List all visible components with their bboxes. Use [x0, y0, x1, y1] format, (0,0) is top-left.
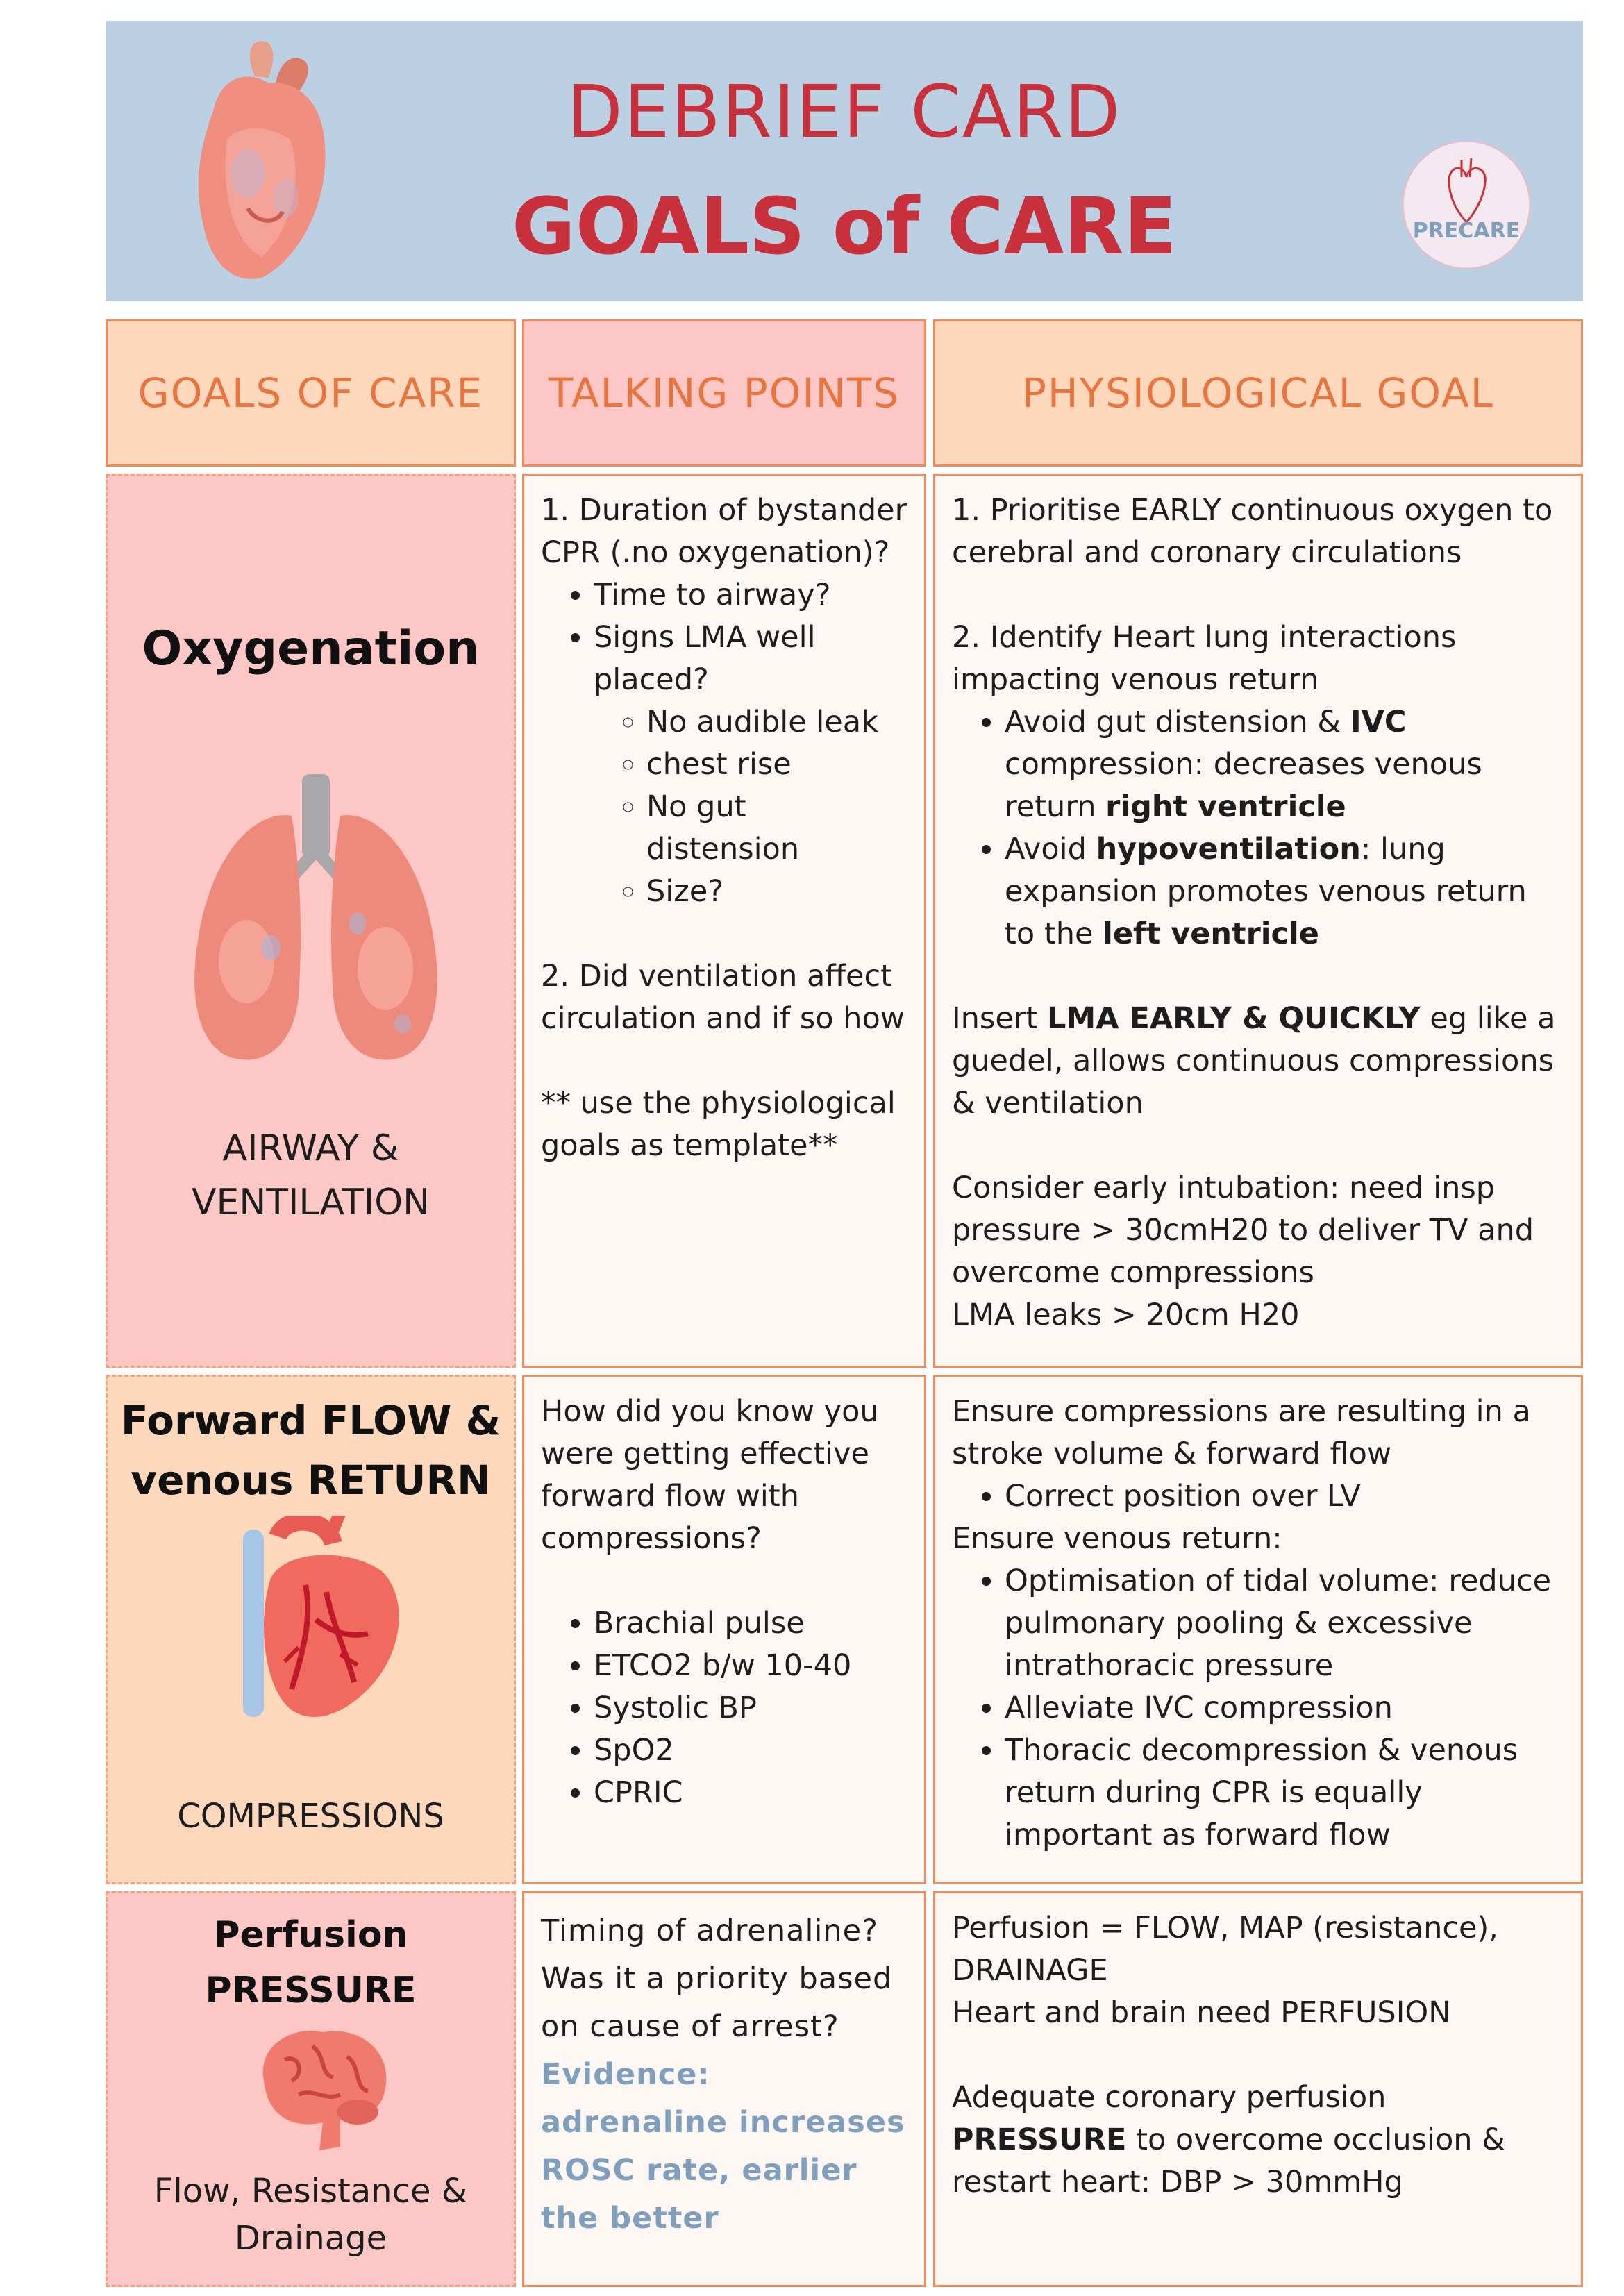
list-item: • Avoid gut distension & IVC compression: decreases venous return right ventricle: [1005, 701, 1564, 828]
physio-point-3: Insert LMA EARLY & QUICKLY eg like a guedel, allows continuous compressions & ventilation: [952, 1001, 1556, 1121]
column-header-goals: [106, 319, 516, 467]
flow-subtitle: COMPRESSIONS: [177, 1797, 444, 1836]
header-banner: [106, 21, 1583, 301]
row-oxygenation-talking: [522, 474, 926, 1368]
physio-point-4: Consider early intubation: need insp pressure > 30cmH20 to deliver TV and overcome compressions LMA leaks > 20cm H20: [952, 1171, 1534, 1332]
list-item: • Signs LMA well placed?: [594, 617, 907, 701]
brain-icon: [243, 2018, 396, 2157]
row-oxygenation-goal: [106, 474, 516, 1368]
row-perfusion-goal: [106, 1891, 516, 2287]
flow-title: Forward FLOW & venous RETURN: [120, 1397, 501, 1504]
physio-point-2: Ensure venous return:: [952, 1521, 1282, 1556]
column-header-goals-label: GOALS OF CARE: [137, 369, 484, 417]
row-perfusion-physio: [933, 1891, 1583, 2287]
list-item: ◦ chest rise: [646, 744, 907, 786]
talking-note: ** use the physiological goals as template**: [541, 1086, 896, 1163]
column-header-physio-label: PHYSIOLOGICAL GOAL: [1021, 369, 1495, 417]
list-item: ◦ No gut distension: [646, 786, 907, 871]
row-perfusion-talking: [522, 1891, 926, 2287]
column-header-physio: [933, 319, 1583, 467]
oxygenation-subtitle: AIRWAY & VENTILATION: [191, 1128, 430, 1223]
logo-text: PRECARE: [1412, 219, 1521, 243]
evidence-note: Evidence: adrenaline increases ROSC rate, earlier the better: [541, 2057, 905, 2236]
row-oxygenation-physio: [933, 474, 1583, 1368]
card-title: DEBRIEF CARD: [567, 69, 1122, 154]
list-item: • Alleviate IVC compression: [1005, 1687, 1564, 1729]
list-item: • Thoracic decompression & venous return during CPR is equally important as forward flow: [1005, 1729, 1564, 1857]
list-item: • Systolic BP: [594, 1687, 907, 1729]
list-item: • Time to airway?: [594, 574, 907, 617]
lungs-icon: [181, 774, 451, 1066]
heart-icon: [229, 1516, 410, 1731]
list-item: • Brachial pulse: [594, 1602, 907, 1645]
precare-logo: [1400, 139, 1532, 271]
card-subtitle: GOALS of CARE: [511, 182, 1178, 272]
physio-point-2: 2. Identify Heart lung interactions impacting venous return: [952, 620, 1457, 697]
list-item: ◦ No audible leak: [646, 701, 907, 744]
talking-question-2: 2. Did ventilation affect circulation and if so how: [541, 959, 905, 1036]
physio-point-1: Ensure compressions are resulting in a stroke volume & forward flow: [952, 1394, 1531, 1471]
perfusion-subtitle: Flow, Resistance & Drainage: [153, 2172, 468, 2258]
talking-question-1: Timing of adrenaline? Was it a priority based on cause of arrest?: [541, 1913, 893, 2044]
talking-question-1: How did you know you were getting effective forward flow with compressions?: [541, 1394, 879, 1556]
physio-point-1: 1. Prioritise EARLY continuous oxygen to cerebral and coronary circulations: [952, 493, 1553, 570]
list-item: • Optimisation of tidal volume: reduce pulmonary pooling & excessive intrathoracic pressure: [1005, 1560, 1564, 1687]
talking-question-1: 1. Duration of bystander CPR (.no oxygenation)?: [541, 493, 907, 570]
column-header-talking: [522, 319, 926, 467]
list-item: • Avoid hypoventilation: lung expansion promotes venous return to the left ventricle: [1005, 828, 1564, 955]
row-flow-talking: [522, 1375, 926, 1884]
row-flow-goal: [106, 1375, 516, 1884]
list-item: • CPRIC: [594, 1772, 907, 1814]
column-header-talking-label: TALKING POINTS: [548, 369, 901, 417]
perfusion-title: Perfusion PRESSURE: [205, 1914, 417, 2011]
physio-point-1: Perfusion = FLOW, MAP (resistance), DRAINAGE Heart and brain need PERFUSION: [952, 1911, 1498, 2030]
list-item: • ETCO2 b/w 10-40: [594, 1645, 907, 1687]
list-item: ◦ Size?: [646, 871, 907, 913]
list-item: • SpO2: [594, 1729, 907, 1772]
list-item: • Correct position over LV: [1005, 1475, 1564, 1518]
row-flow-physio: [933, 1375, 1583, 1884]
physio-point-2: Adequate coronary perfusion PRESSURE to overcome occlusion & restart heart: DBP > 30mmHg: [952, 2080, 1505, 2199]
oxygenation-title: Oxygenation: [142, 621, 480, 676]
